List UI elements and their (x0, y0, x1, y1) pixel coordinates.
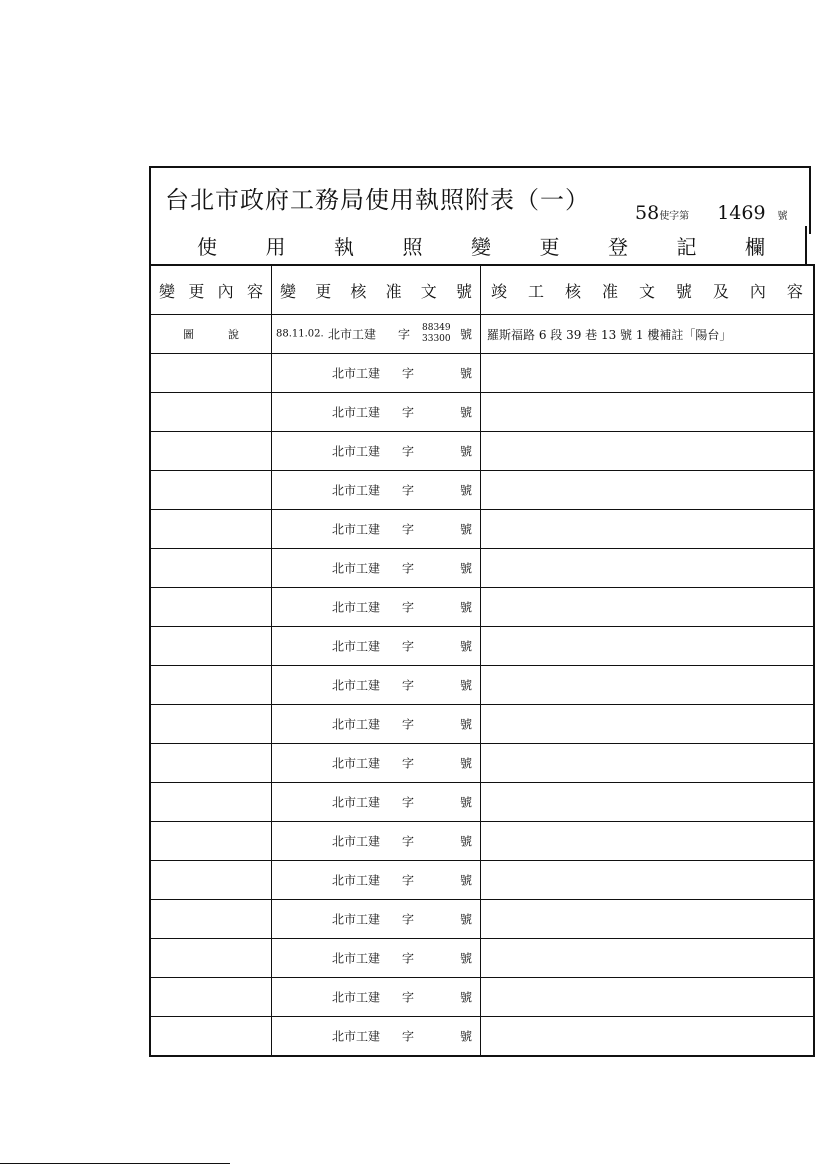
hao-label: 號 (459, 483, 472, 498)
header-char: 文 (638, 281, 655, 301)
header-change-content (150, 265, 272, 315)
dept-prefix: 北市工建 (332, 873, 381, 888)
hao-label: 號 (459, 834, 472, 849)
hao-label: 號 (459, 405, 472, 420)
header-char: 工 (527, 281, 544, 301)
dept-prefix: 北市工建 (332, 561, 381, 576)
header-char: 號 (675, 281, 692, 301)
dept-prefix: 北市工建 (332, 951, 381, 966)
change-content-cell (150, 432, 272, 471)
dept-prefix: 北市工建 (332, 405, 381, 420)
dept-prefix: 北市工建 (332, 600, 381, 615)
zi-label: 字 (402, 405, 415, 420)
doc-numbers (422, 323, 451, 345)
section-char: 欄 (745, 234, 765, 259)
hao-label: 號 (459, 873, 472, 888)
dept-prefix: 北市工建 (332, 756, 381, 771)
dept-prefix: 北市工建 (332, 366, 381, 381)
dept-prefix: 北市工建 (332, 1029, 381, 1044)
table-row (150, 315, 814, 354)
header-approval-no (272, 265, 481, 315)
change-content-cell (150, 510, 272, 549)
section-char: 使 (197, 234, 217, 259)
completion-cell (481, 432, 815, 471)
completion-cell (481, 510, 815, 549)
header-char: 准 (385, 281, 402, 301)
completion-cell (481, 783, 815, 822)
hao-label: 號 (459, 327, 472, 342)
table-row (150, 510, 814, 549)
completion-text: 羅斯福路 6 段 39 巷 13 號 1 樓補註「陽台」 (487, 327, 732, 342)
dept-prefix: 北市工建 (332, 483, 381, 498)
section-char: 用 (265, 234, 286, 259)
header-char: 變 (280, 281, 297, 301)
header-char: 及 (712, 281, 729, 301)
approval-no-cell (272, 510, 481, 549)
dept-prefix: 北市工建 (332, 990, 381, 1005)
completion-cell (481, 744, 815, 783)
zi-label: 字 (402, 951, 415, 966)
completion-cell (481, 315, 815, 354)
dept-prefix: 北市工建 (332, 639, 381, 654)
section-char: 執 (334, 234, 354, 259)
zi-label: 字 (402, 717, 415, 732)
approval-no-cell (272, 627, 481, 666)
section-char: 照 (402, 234, 423, 259)
dept-prefix: 北市工建 (332, 717, 381, 732)
zi-label: 字 (402, 444, 415, 459)
table-row (150, 939, 814, 978)
table-header-row (150, 265, 814, 315)
hao-label: 號 (459, 756, 472, 771)
permit-number (635, 202, 788, 224)
change-content-cell (150, 354, 272, 393)
header-char: 內 (217, 281, 234, 301)
change-content-char: 圖 (183, 328, 194, 341)
completion-cell (481, 588, 815, 627)
completion-cell (481, 549, 815, 588)
approval-no-cell (272, 432, 481, 471)
zi-label: 字 (402, 678, 415, 693)
completion-cell (481, 354, 815, 393)
table-row (150, 354, 814, 393)
change-content-cell (150, 588, 272, 627)
change-content-cell (150, 627, 272, 666)
table-row (150, 549, 814, 588)
header-char: 更 (188, 281, 205, 301)
header-char: 准 (601, 281, 618, 301)
approval-no-cell (272, 783, 481, 822)
table-row (150, 705, 814, 744)
permit-type: 使字第 (659, 211, 690, 222)
table-row (150, 471, 814, 510)
hao-label: 號 (459, 444, 472, 459)
approval-no-cell (272, 705, 481, 744)
zi-label: 字 (402, 600, 415, 615)
hao-label: 號 (459, 600, 472, 615)
permit-sheet (149, 166, 810, 1058)
approval-no-cell (272, 471, 481, 510)
zi-label: 字 (402, 639, 415, 654)
zi-label: 字 (402, 561, 415, 576)
zi-label: 字 (402, 366, 415, 381)
hao-label: 號 (459, 912, 472, 927)
header-char: 核 (350, 281, 367, 301)
approval-no-cell (272, 666, 481, 705)
header-char: 容 (786, 281, 803, 301)
title-box (149, 166, 811, 234)
header-char: 更 (315, 281, 332, 301)
change-content-cell (150, 549, 272, 588)
hao-label: 號 (459, 678, 472, 693)
zi-label: 字 (402, 756, 415, 771)
hao-label: 號 (459, 990, 472, 1005)
table-row (150, 978, 814, 1017)
hao-label: 號 (459, 639, 472, 654)
completion-cell (481, 861, 815, 900)
doc-number: 33300 (422, 334, 451, 344)
table-row (150, 588, 814, 627)
header-char: 核 (564, 281, 581, 301)
change-content-cell (150, 705, 272, 744)
completion-cell (481, 900, 815, 939)
approval-no-cell (272, 978, 481, 1017)
approval-no-cell (272, 1017, 481, 1057)
permit-num: 1469 (717, 202, 766, 224)
approval-date: 88.11.02. (276, 328, 324, 340)
completion-cell (481, 1017, 815, 1057)
change-content-cell (150, 1017, 272, 1057)
change-content-cell (150, 393, 272, 432)
permit-suffix: 號 (777, 211, 788, 222)
approval-no-cell (272, 822, 481, 861)
completion-cell (481, 978, 815, 1017)
completion-cell (481, 471, 815, 510)
hao-label: 號 (459, 522, 472, 537)
permit-year: 58 (635, 202, 660, 224)
approval-no-cell (272, 549, 481, 588)
zi-label: 字 (402, 795, 415, 810)
approval-no-cell (272, 861, 481, 900)
change-record-table (149, 264, 815, 1057)
header-char: 內 (749, 281, 766, 301)
completion-cell (481, 939, 815, 978)
change-content-cell (150, 471, 272, 510)
dept-prefix: 北市工建 (332, 444, 381, 459)
approval-no-cell (272, 744, 481, 783)
approval-no-cell (272, 939, 481, 978)
dept-prefix: 北市工建 (332, 834, 381, 849)
approval-no-cell (272, 354, 481, 393)
table-row (150, 666, 814, 705)
approval-no-cell (272, 315, 481, 354)
section-heading (149, 226, 807, 264)
approval-no-cell (272, 900, 481, 939)
section-char: 變 (471, 234, 491, 259)
table-row (150, 627, 814, 666)
hao-label: 號 (459, 1029, 472, 1044)
doc-number: 88349 (422, 323, 451, 333)
completion-cell (481, 822, 815, 861)
hao-label: 號 (459, 561, 472, 576)
completion-cell (481, 627, 815, 666)
document-title: 台北市政府工務局使用執照附表（一） (165, 186, 590, 214)
table-row (150, 393, 814, 432)
approval-no-cell (272, 588, 481, 627)
change-content-cell (150, 666, 272, 705)
zi-label: 字 (402, 1029, 415, 1044)
table-row (150, 900, 814, 939)
zi-label: 字 (402, 912, 415, 927)
change-content-cell (150, 822, 272, 861)
header-char: 變 (159, 281, 176, 301)
hao-label: 號 (459, 795, 472, 810)
hao-label: 號 (459, 366, 472, 381)
dept-prefix: 北市工建 (332, 795, 381, 810)
change-content-cell (150, 978, 272, 1017)
approval-no-cell (272, 393, 481, 432)
change-content-char: 說 (228, 328, 239, 341)
change-content-cell (150, 939, 272, 978)
table-row (150, 783, 814, 822)
table-row (150, 1017, 814, 1057)
header-char: 容 (246, 281, 263, 301)
header-completion (481, 265, 815, 315)
footer-rule (0, 1163, 230, 1164)
table-row (150, 744, 814, 783)
dept-prefix: 北市工建 (328, 327, 377, 342)
hao-label: 號 (459, 951, 472, 966)
dept-prefix: 北市工建 (332, 522, 381, 537)
dept-prefix: 北市工建 (332, 912, 381, 927)
header-char: 竣 (491, 281, 508, 301)
table-row (150, 432, 814, 471)
change-content-cell (150, 744, 272, 783)
zi-label: 字 (402, 873, 415, 888)
table-row (150, 861, 814, 900)
header-char: 文 (420, 281, 437, 301)
hao-label: 號 (459, 717, 472, 732)
zi-label: 字 (402, 834, 415, 849)
dept-prefix: 北市工建 (332, 678, 381, 693)
change-content-cell (150, 783, 272, 822)
table-row (150, 822, 814, 861)
section-char: 登 (608, 234, 628, 259)
completion-cell (481, 393, 815, 432)
completion-cell (481, 666, 815, 705)
zi-label: 字 (402, 522, 415, 537)
header-char: 號 (455, 281, 472, 301)
completion-cell (481, 705, 815, 744)
zi-label: 字 (398, 327, 411, 342)
change-content-cell (150, 861, 272, 900)
change-content-cell (150, 900, 272, 939)
section-char: 更 (539, 234, 560, 259)
section-char: 記 (676, 234, 697, 259)
change-content-cell (150, 315, 272, 354)
zi-label: 字 (402, 483, 415, 498)
zi-label: 字 (402, 990, 415, 1005)
